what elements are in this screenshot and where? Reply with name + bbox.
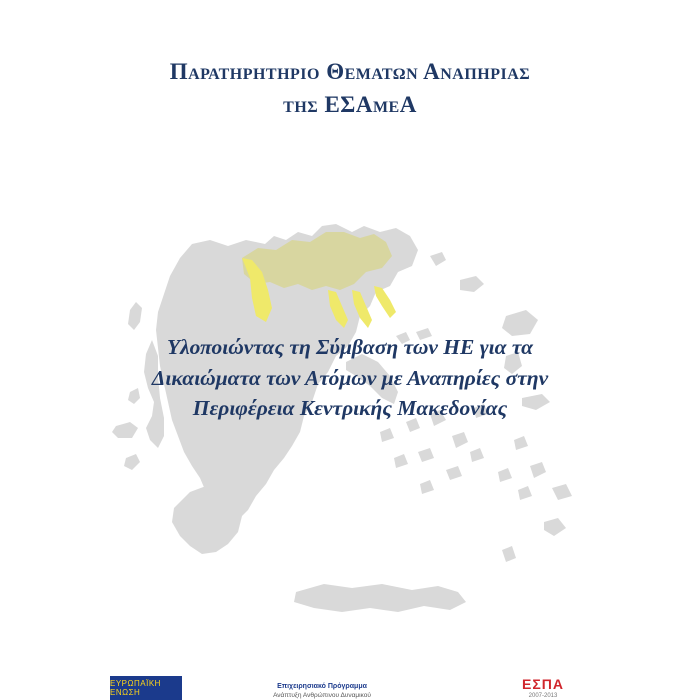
karpathos-island bbox=[502, 546, 516, 562]
crete-island-shape bbox=[294, 584, 466, 612]
epanad-programme-logo bbox=[268, 682, 376, 700]
title-line-3: Περιφέρεια Κεντρικής Μακεδονίας bbox=[192, 396, 508, 421]
title-line-1: Υλοποιώντας τη Σύμβαση των ΗΕ για τα bbox=[166, 335, 534, 359]
espa-logo-line-1: ΕΣΠΑ bbox=[522, 676, 564, 693]
epanad-logo-line-1: Επιχειρησιακό Πρόγραμμα bbox=[277, 683, 367, 691]
dodecanese-islands bbox=[498, 436, 572, 500]
epanad-logo-line-2: Ανάπτυξη Ανθρώπινου Δυναμικού bbox=[273, 691, 371, 699]
espa-logo-line-2: 2007-2013 bbox=[528, 692, 558, 699]
rhodes-island bbox=[544, 518, 566, 536]
ionian-island-kefalonia bbox=[112, 422, 138, 438]
header-title-line-2: της ΕΣΑμεΑ bbox=[283, 91, 417, 117]
document-header bbox=[0, 58, 700, 120]
ionian-island-zakynthos bbox=[124, 454, 140, 470]
document-footer bbox=[0, 674, 700, 700]
samothraki-island bbox=[430, 252, 446, 266]
document-title bbox=[0, 332, 700, 424]
chalkidiki-leg-athos bbox=[374, 286, 396, 318]
european-union-logo bbox=[110, 676, 182, 700]
espa-logo bbox=[498, 677, 588, 700]
european-union-logo-text: ΕΥΡΩΠΑΪΚΗ ΕΝΩΣΗ bbox=[110, 679, 161, 697]
title-line-2: Δικαιώματα των Ατόμων με Αναπηρίες στην bbox=[151, 365, 549, 390]
limnos-island bbox=[460, 276, 484, 292]
header-title-line-1: Παρατηρητηριο Θεματων Αναπηριας bbox=[169, 59, 531, 84]
ionian-island-corfu bbox=[128, 302, 142, 330]
